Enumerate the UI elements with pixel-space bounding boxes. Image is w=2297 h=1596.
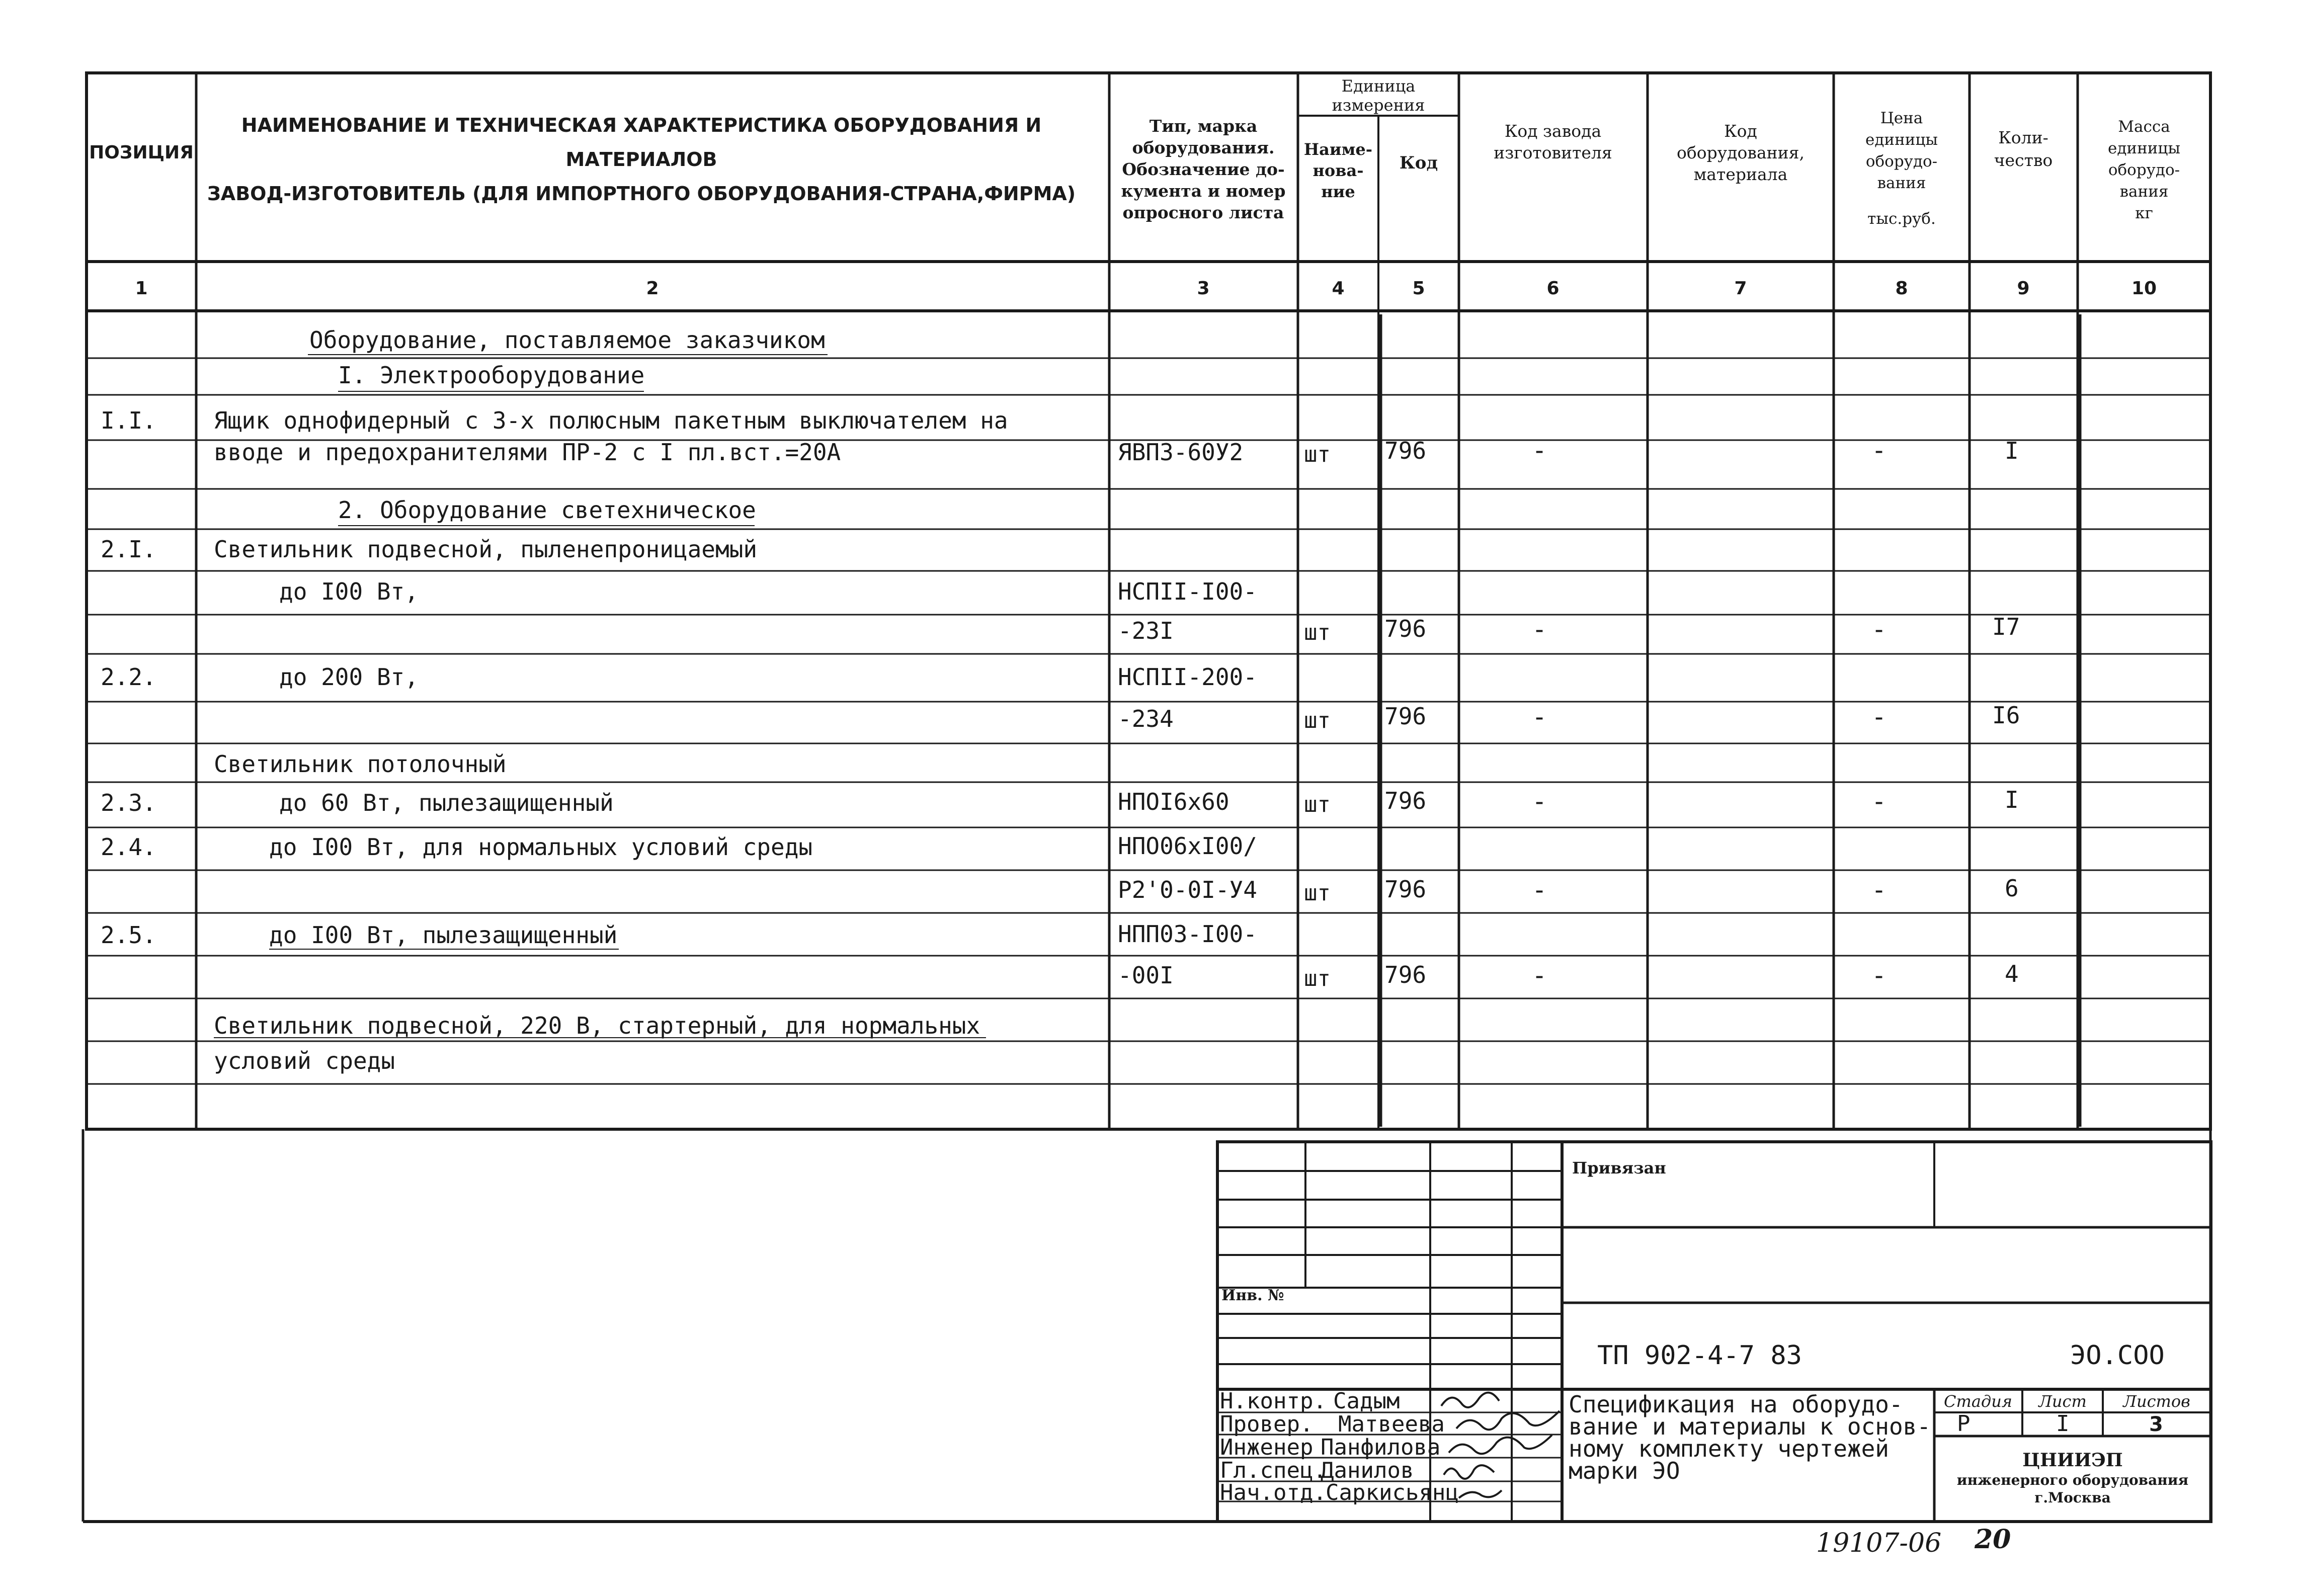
row-name: Светильник подвесной, пыленепроницаемый <box>214 536 758 563</box>
header-mass-l4: вания <box>2119 183 2169 201</box>
row-position: I.I. <box>101 407 156 434</box>
sheet-value: I <box>2056 1411 2070 1437</box>
row-name: Светильник потолочный <box>214 750 507 778</box>
row-name: 2. Оборудование светехническое <box>338 496 756 524</box>
row-qty: 4 <box>2005 960 2019 987</box>
row-code: 796 <box>1384 787 1427 814</box>
row-name: условий среды <box>214 1047 395 1074</box>
sheet-label: Лист <box>2038 1392 2087 1411</box>
row-unit: шт <box>1304 442 1331 467</box>
header-equip-code-l2: оборудования, <box>1677 143 1804 162</box>
row-position: 2.2. <box>101 663 156 691</box>
header-price-l3: оборудо- <box>1865 152 1938 171</box>
stage-value: Р <box>1957 1411 1971 1437</box>
header-unit-group-l2: измерения <box>1332 96 1425 115</box>
signature-name-2: Матвеева <box>1338 1411 1445 1437</box>
row-type: НПО06хI00/ <box>1118 832 1257 860</box>
archive-stamp: 19107-06 <box>1816 1528 1942 1558</box>
org-line-1: ЦНИИЭП <box>2022 1450 2123 1471</box>
column-number: 3 <box>1197 278 1210 299</box>
header-name-line3: ЗАВОД-ИЗГОТОВИТЕЛЬ (ДЛЯ ИМПОРТНОГО ОБОРУДОВАНИЯ-СТРАНА,ФИРМА) <box>207 183 1076 205</box>
row-price: - <box>1871 961 1887 990</box>
row-unit: шт <box>1304 620 1331 645</box>
row-name: до I00 Вт, для нормальных условий среды <box>269 833 813 861</box>
attached-label: Привязан <box>1572 1158 1666 1178</box>
row-position: 2.I. <box>101 536 156 563</box>
column-number: 1 <box>135 278 148 299</box>
handwritten-signatures <box>1441 1393 1560 1498</box>
header-price-l1: Цена <box>1880 109 1923 127</box>
header-equip-code-l1: Код <box>1724 121 1757 141</box>
row-price: - <box>1871 787 1887 816</box>
document-code: ТП 902-4-7 83 <box>1597 1340 1802 1371</box>
column-number: 5 <box>1412 278 1425 299</box>
row-plant-code: - <box>1532 702 1547 731</box>
title-block-text <box>1220 1158 2190 1506</box>
header-type-l5: опросного листа <box>1122 203 1284 222</box>
title-line-2: вание и материалы к основ- <box>1569 1413 1931 1440</box>
row-code: 796 <box>1384 615 1427 642</box>
table-body <box>101 326 2020 1074</box>
header-qty-l2: чество <box>1994 150 2053 170</box>
column-number: 7 <box>1734 278 1747 299</box>
row-plant-code: - <box>1532 787 1547 816</box>
row-code: 796 <box>1384 876 1427 903</box>
header-unit-name-l2: нова- <box>1312 161 1364 180</box>
row-code: 796 <box>1384 703 1427 730</box>
column-number: 10 <box>2131 278 2157 299</box>
row-type: ЯВПЗ-60У2 <box>1118 439 1244 466</box>
row-code: 796 <box>1384 437 1427 464</box>
row-position: 2.4. <box>101 833 156 861</box>
header-type-l4: кумента и номер <box>1121 181 1286 201</box>
row-type: -234 <box>1118 705 1174 732</box>
signature-role-1: Н.контр. <box>1220 1388 1327 1414</box>
title-line-1: Спецификация на оборудо- <box>1569 1391 1903 1418</box>
header-unit-group-l1: Единица <box>1341 76 1416 96</box>
header-name-line1: НАИМЕНОВАНИЕ И ТЕХНИЧЕСКАЯ ХАРАКТЕРИСТИКА ОБОРУДОВАНИЯ И <box>241 114 1042 136</box>
row-name: I. Электрооборудование <box>338 362 645 389</box>
signature-role-4: Гл.спец. <box>1220 1458 1327 1483</box>
row-type: НСПII-I00- <box>1118 578 1257 605</box>
row-qty: I <box>2005 437 2019 464</box>
header-mass-l1: Масса <box>2118 118 2170 136</box>
row-name: вводе и предохранителями ПР-2 с I пл.вст.=20А <box>214 439 841 466</box>
header-price-l5: тыс.руб. <box>1867 210 1936 228</box>
signature-name-3: Панфилова <box>1321 1435 1441 1460</box>
row-unit: шт <box>1304 792 1331 817</box>
row-name: до 60 Вт, пылезащищенный <box>279 789 614 816</box>
sheet-code: ЭО.СОО <box>2070 1340 2165 1371</box>
sheets-label: Листов <box>2123 1392 2190 1411</box>
row-plant-code: - <box>1532 875 1547 904</box>
row-name: до I00 Вт, <box>279 578 419 605</box>
row-plant-code: - <box>1532 615 1547 644</box>
header-mass-l2: единицы <box>2107 139 2181 157</box>
header-equip-code-l3: материала <box>1693 164 1788 184</box>
title-line-4: марки ЭО <box>1569 1457 1680 1484</box>
row-type: НПОI6х60 <box>1118 788 1229 815</box>
header-type-l2: оборудования. <box>1132 138 1275 157</box>
header-unit-name-l1: Наиме- <box>1303 140 1373 159</box>
column-number: 8 <box>1895 278 1908 299</box>
signature-role-2: Провер. <box>1220 1411 1314 1437</box>
row-type: НСПII-200- <box>1118 663 1257 691</box>
header-plant-l2: изготовителя <box>1494 143 1612 162</box>
org-line-3: г.Москва <box>2034 1489 2111 1506</box>
row-qty: I6 <box>1992 702 2020 729</box>
row-qty: I <box>2005 786 2019 813</box>
row-name: до 200 Вт, <box>279 663 419 691</box>
row-name: Ящик однофидерный с 3-х полюсным пакетным выключателем на <box>214 407 1008 434</box>
signature-name-1: Садым <box>1333 1388 1400 1414</box>
header-type-l1: Тип, марка <box>1149 116 1258 136</box>
row-position: 2.5. <box>101 921 156 949</box>
row-type: -23I <box>1118 617 1174 644</box>
sheet-frame <box>83 1129 2210 1522</box>
title-line-3: ному комплекту чертежей <box>1569 1435 1889 1462</box>
header-mass-l3: оборудо- <box>2108 161 2180 179</box>
row-type: НПП03-I00- <box>1118 920 1257 948</box>
column-number: 9 <box>2017 278 2030 299</box>
header-price-l2: единицы <box>1865 131 1938 149</box>
signature-name-5: Саркисьянц <box>1326 1480 1459 1505</box>
row-qty: I7 <box>1992 613 2020 640</box>
row-unit: шт <box>1304 880 1331 906</box>
page-number: 20 <box>1975 1524 2011 1555</box>
row-price: - <box>1871 615 1887 644</box>
column-numbers <box>135 278 2157 299</box>
column-number: 2 <box>646 278 659 299</box>
row-unit: шт <box>1304 966 1331 991</box>
row-plant-code: - <box>1532 961 1547 990</box>
signature-role-5: Нач.отд. <box>1220 1480 1327 1505</box>
header-price-l4: вания <box>1877 174 1926 192</box>
row-qty: 6 <box>2005 875 2019 902</box>
row-type: -00I <box>1118 962 1174 989</box>
header-qty-l1: Коли- <box>1998 128 2048 147</box>
stage-label: Стадия <box>1944 1392 2012 1411</box>
row-price: - <box>1871 702 1887 731</box>
signature-name-4: Данилов <box>1321 1458 1414 1483</box>
signature-role-3: Инженер <box>1220 1435 1314 1460</box>
row-type: Р2'0-0I-У4 <box>1118 876 1257 903</box>
row-name: Светильник подвесной, 220 В, стартерный, для нормальных <box>214 1012 980 1039</box>
column-number: 6 <box>1546 278 1560 299</box>
header-position: ПОЗИЦИЯ <box>89 142 194 163</box>
header-unit-name-l3: ние <box>1321 182 1355 201</box>
sheets-value: 3 <box>2149 1413 2163 1436</box>
row-unit: шт <box>1304 708 1331 733</box>
header-code: Код <box>1399 153 1438 173</box>
header-plant-l1: Код завода <box>1504 121 1602 141</box>
row-name: до I00 Вт, пылезащищенный <box>269 921 618 949</box>
row-price: - <box>1871 436 1887 465</box>
row-name: Оборудование, поставляемое заказчиком <box>309 326 825 354</box>
row-price: - <box>1871 875 1887 904</box>
column-number: 4 <box>1332 278 1345 299</box>
row-plant-code: - <box>1532 436 1547 465</box>
table-header <box>89 76 2180 228</box>
org-line-2: инженерного оборудования <box>1956 1472 2189 1488</box>
header-name-line2: МАТЕРИАЛОВ <box>565 148 717 171</box>
footer <box>1816 1524 2011 1558</box>
header-mass-l5: кг <box>2135 204 2153 222</box>
inventory-label: Инв. № <box>1221 1287 1284 1304</box>
header-type-l3: Обозначение до- <box>1122 159 1285 179</box>
row-position: 2.3. <box>101 789 156 816</box>
row-code: 796 <box>1384 961 1427 988</box>
